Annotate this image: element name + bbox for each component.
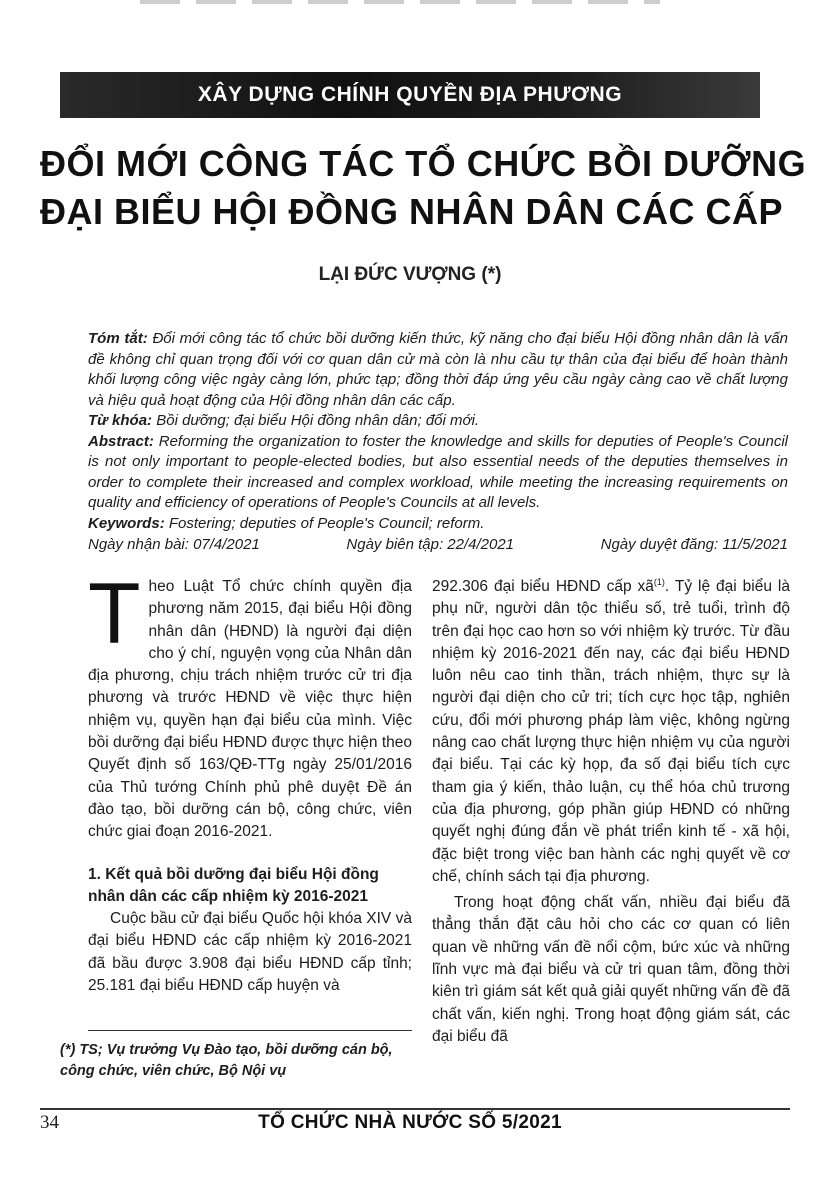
keywords-vi (88, 411, 788, 432)
date-edited: Ngày biên tập: 22/4/2021 (346, 536, 515, 553)
article-dates (88, 535, 788, 556)
author-name: LẠI ĐỨC VƯỢNG (*) (318, 264, 502, 285)
summary-paragraph (88, 329, 788, 411)
body-column-right (432, 576, 790, 1048)
top-decorative-rule (140, 0, 660, 4)
footnote-divider (88, 1030, 412, 1031)
intro-paragraph (88, 566, 412, 844)
journal-name: TỔ CHỨC NHÀ NƯỚC SỐ 5/2021 (258, 1112, 562, 1133)
page-number: 34 (40, 1112, 59, 1133)
article-title (40, 140, 807, 236)
keywords-vi-label: Từ khóa: (88, 412, 153, 429)
section-1-heading: 1. Kết quả bồi dưỡng đại biểu Hội đồng nhân dân các cấp nhiệm kỳ 2016-2021 (88, 865, 379, 905)
abstract-en-paragraph (88, 432, 788, 514)
abstract-en-text: Reforming the organization to foster the knowledge and skills for deputies of People's Council is not only important to people-elected bodies, but also essential needs of the deputies themselves in order to complete their increased and complex workload, while meeting the increasing requirements on quality and efficiency of operations of People's Councils at all levels. (88, 432, 788, 511)
intro-text: heo Luật Tổ chức chính quyền địa phương năm 2015, đại biểu Hội đồng nhân dân (HĐND) là người đại diện cho ý chí, nguyện vọng của Nhân dân địa phương, chịu trách nhiệm trước cử tri địa phương và trước HĐND về việc thực hiện nhiệm vụ, quyền hạn đại biểu của mình. Việc bồi dưỡng đại biểu HĐND được thực hiện theo Quyết định số 163/QĐ-TTg ngày 25/01/2016 của Thủ tướng Chính phủ phê duyệt Đề án đào tạo, bồi dưỡng cán bộ, công chức, viên chức giai đoạn 2016-2021. (88, 578, 412, 841)
right-paragraph-2: Trong hoạt động chất vấn, nhiều đại biểu đã thẳng thắn đặt câu hỏi cho các cơ quan có liên quan về những vấn đề nổi cộm, bức xúc và những lĩnh vực mà đại biểu và cử tri quan tâm, đồng thời kiên trì giám sát kết quả giải quyết những vấn đề đã chất vấn, kiến nghị. Trong hoạt động giám sát, các đại biểu đã (432, 894, 790, 1045)
keywords-vi-text: Bồi dưỡng; đại biểu Hội đồng nhân dân; đổi mới. (156, 412, 480, 429)
title-line-1: ĐỔI MỚI CÔNG TÁC TỔ CHỨC BỒI DƯỠNG (40, 143, 807, 184)
summary-text: Đổi mới công tác tổ chức bồi dưỡng kiến thức, kỹ năng cho đại biểu Hội đồng nhân dân là vấn đề không chỉ quan trọng đối với cơ quan dân cử mà còn là nhu cầu tự thân của đại biểu để hoàn thành khối lượng công việc ngày càng lớn, phức tạp; đồng thời đáp ứng yêu cầu ngày càng cao về chất lượng và hiệu quả hoạt động của Hội đồng nhân dân các cấp. (88, 330, 788, 409)
right-para1-rest: . Tỷ lệ đại biểu là phụ nữ, người dân tộc thiểu số, trẻ tuổi, trình độ trên đại học cao hơn so với nhiệm kỳ trước. Từ đầu nhiệm kỳ 2016-2021 đến nay, các đại biểu HĐND luôn nêu cao tinh thần, trách nhiệm, thực sự là người đại diện cho cử tri; tích cực học tập, nghiên cứu, đổi mới phương pháp làm việc, không ngừng nâng cao chất lượng thực hiện nhiệm vụ của người đại biểu. Tại các kỳ họp, đa số đại biểu tích cực tham gia ý kiến, thảo luận, cụ thể hóa chủ trương của địa phương, góp phần giúp HĐND có những quyết nghị đúng đắn về phát triển kinh tế - xã hội, đặc biệt trong việc ban hành các nghị quyết về cơ chế, chính sách tại địa phương. (432, 578, 790, 885)
keywords-en-label: Keywords: (88, 514, 165, 532)
summary-label: Tóm tắt: (88, 330, 148, 347)
footer-divider (40, 1108, 790, 1110)
title-line-2: ĐẠI BIỂU HỘI ĐỒNG NHÂN DÂN CÁC CẤP (40, 191, 784, 232)
body-column-left (88, 566, 412, 997)
date-approved: Ngày duyệt đăng: 11/5/2021 (600, 536, 788, 553)
keywords-en (88, 514, 788, 535)
keywords-en-text: Fostering; deputies of People's Council; reform. (168, 514, 485, 532)
drop-cap: T (88, 566, 141, 662)
right-paragraph-1 (432, 576, 790, 888)
footnote-reference: (1) (653, 576, 665, 587)
abstract-block (88, 329, 788, 556)
abstract-en-label: Abstract: (88, 432, 154, 450)
section-banner (60, 72, 760, 118)
section-1-paragraph: Cuộc bầu cử đại biểu Quốc hội khóa XIV và đại biểu HĐND các cấp nhiệm kỳ 2016-2021 đã bầu được 3.908 đại biểu HĐND cấp tỉnh; 25.181 đại biểu HĐND cấp huyện và (88, 910, 412, 995)
section-label: XÂY DỰNG CHÍNH QUYỀN ĐỊA PHƯƠNG (197, 83, 623, 106)
right-para1-start: 292.306 đại biểu HĐND cấp xã (432, 578, 654, 595)
author-footnote: (*) TS; Vụ trưởng Vụ Đào tạo, bồi dưỡng cán bộ, công chức, viên chức, Bộ Nội vụ (60, 1042, 393, 1079)
date-received: Ngày nhận bài: 07/4/2021 (88, 536, 260, 553)
